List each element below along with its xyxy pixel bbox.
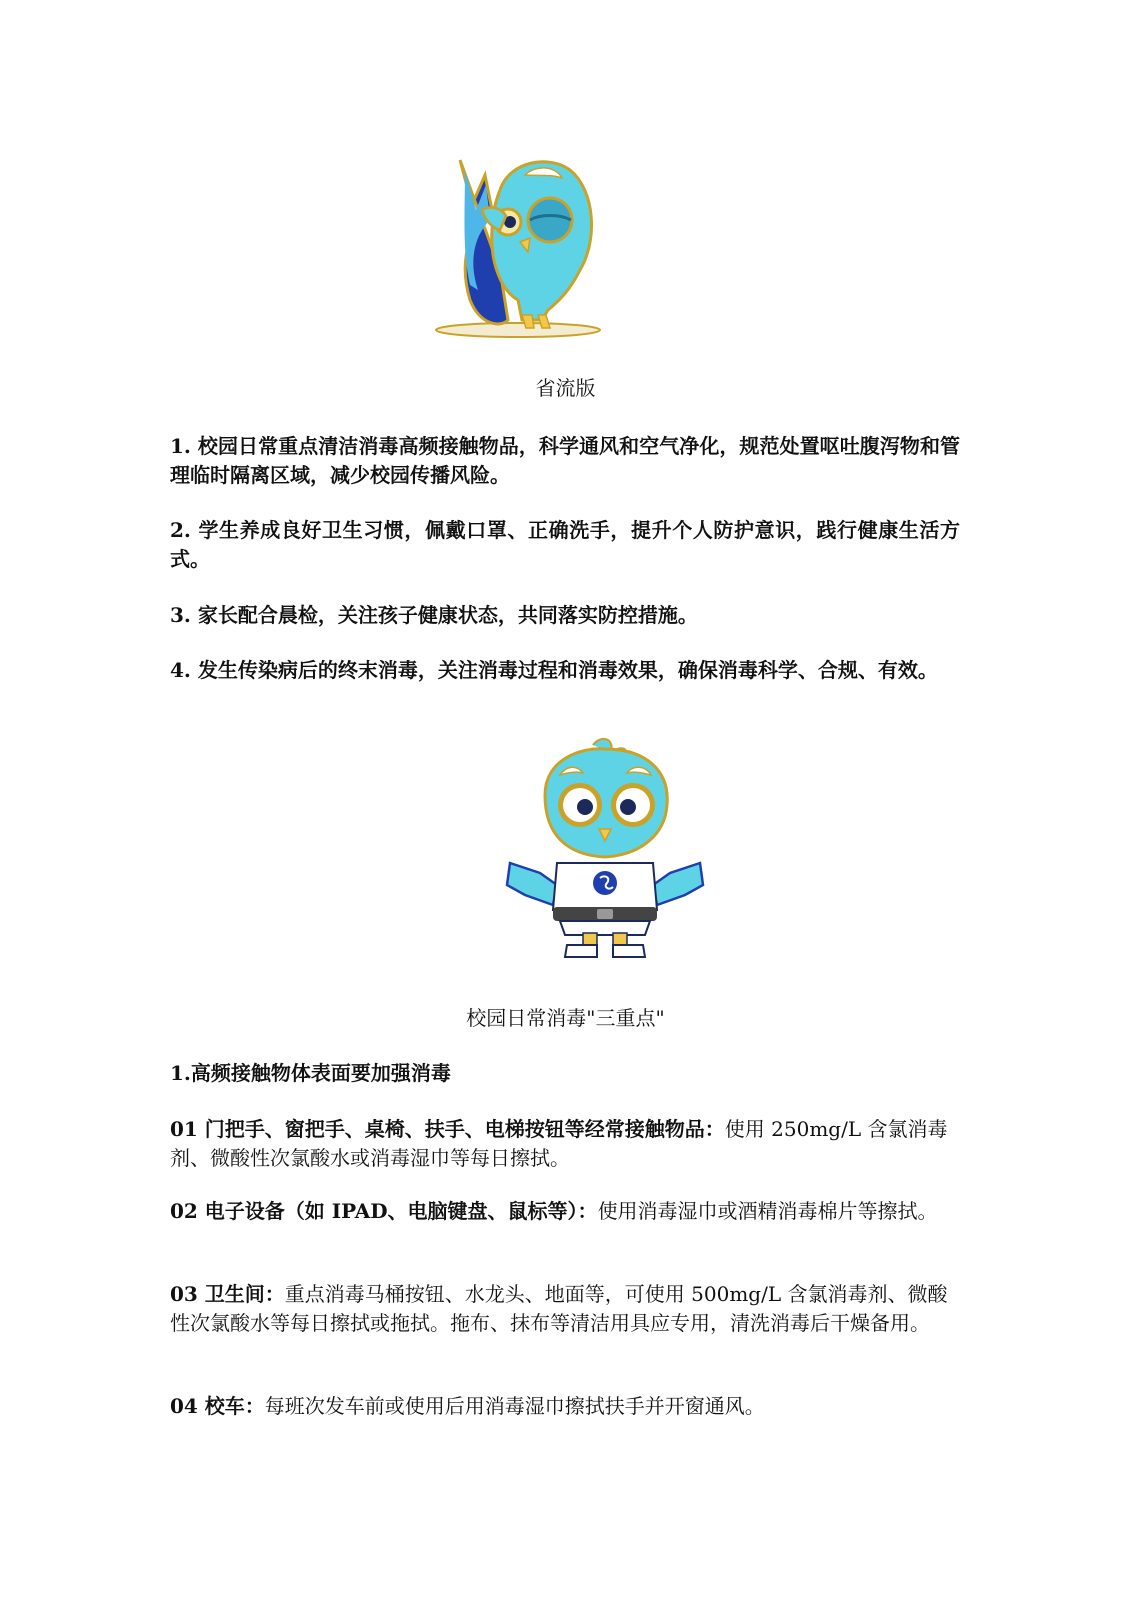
summary-item-3: 3. 家长配合晨检，关注孩子健康状态，共同落实防控措施。 — [170, 603, 698, 627]
mascot-uniform-illustration — [505, 735, 705, 960]
caption-three-key-points: 校园日常消毒"三重点" — [466, 1006, 665, 1030]
summary-item-2: 2. 学生养成良好卫生习惯，佩戴口罩、正确洗手，提升个人防护意识，践行健康生活方式。 — [170, 518, 960, 571]
section-item-4 — [170, 1392, 960, 1421]
section-item-lead: 01 门把手、窗把手、桌椅、扶手、电梯按钮等经常接触物品： — [170, 1117, 725, 1141]
section-heading: 1.高频接触物体表面要加强消毒 — [170, 1061, 451, 1085]
section-item-lead: 03 卫生间： — [170, 1282, 285, 1306]
section-item-3 — [170, 1280, 960, 1338]
section-item-text: 使用 250mg/L 含氯消毒剂、微酸性次氯酸水或消毒湿巾等每日擦拭。 — [170, 1117, 948, 1170]
mascot-saluting-illustration — [430, 150, 610, 345]
section-item-lead: 04 校车： — [170, 1394, 265, 1418]
section-item-text: 重点消毒马桶按钮、水龙头、地面等，可使用 500mg/L 含氯消毒剂、微酸性次氯酸水等每日擦拭或拖拭。拖布、抹布等清洁用具应专用，清洗消毒后干燥备用。 — [170, 1282, 948, 1335]
summary-item-1: 1. 校园日常重点清洁消毒高频接触物品，科学通风和空气净化，规范处置呕吐腹泻物和管理临时隔离区域，减少校园传播风险。 — [170, 434, 960, 487]
section-item-text: 使用消毒湿巾或酒精消毒棉片等擦拭。 — [597, 1199, 938, 1223]
caption-summary-version: 省流版 — [535, 376, 596, 400]
section-item-2 — [170, 1197, 960, 1226]
section-item-lead: 02 电子设备（如 IPAD、电脑键盘、鼠标等）： — [170, 1199, 598, 1223]
summary-item-4: 4. 发生传染病后的终末消毒，关注消毒过程和消毒效果，确保消毒科学、合规、有效。 — [170, 658, 938, 682]
section-item-text: 每班次发车前或使用后用消毒湿巾擦拭扶手并开窗通风。 — [264, 1394, 765, 1418]
section-item-1 — [170, 1115, 960, 1173]
